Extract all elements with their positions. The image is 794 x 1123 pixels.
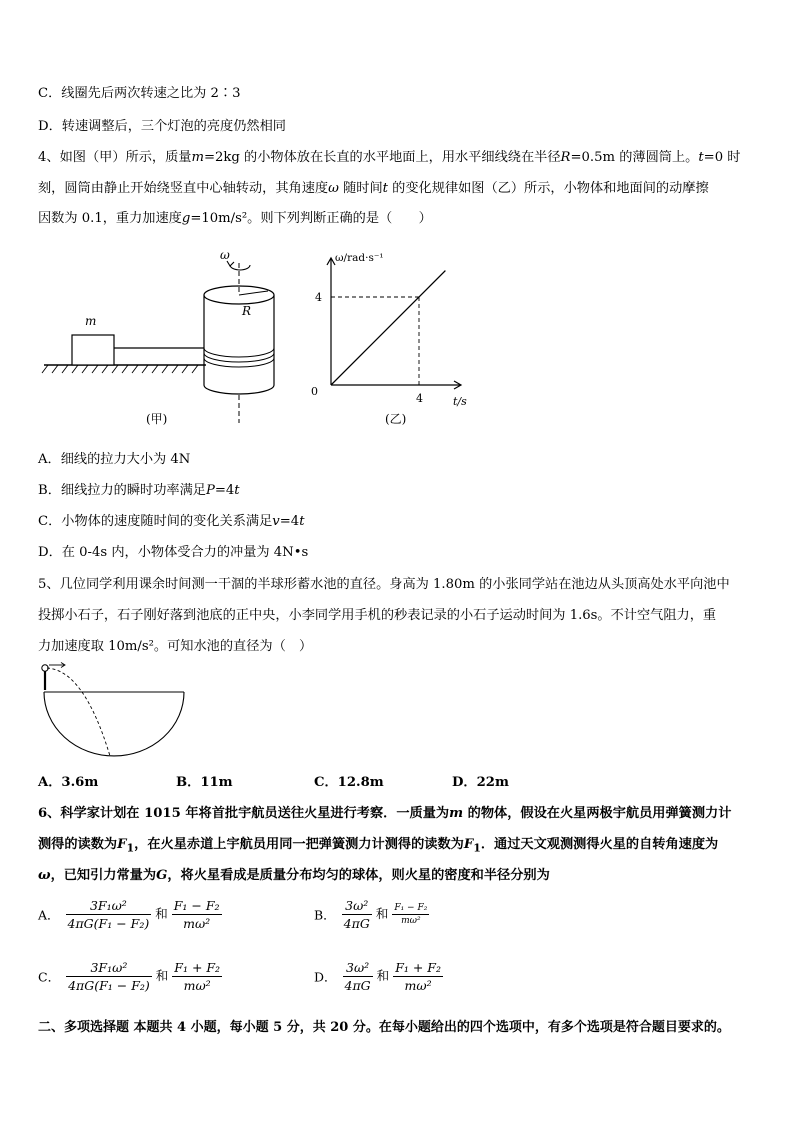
q5-option-c: C．12.8m: [314, 775, 384, 790]
mass-label: m: [85, 314, 97, 328]
q4-stem-line1: 4、如图（甲）所示，质量m=2kg 的小物体放在长直的水平地面上，用水平细线绕在半径R=0.5m 的薄圆筒上。t=0 时: [38, 150, 741, 165]
q4-option-d: D．在 0-4s 内，小物体受合力的冲量为 4N•s: [38, 545, 309, 560]
q4-stem-line2: 刻，圆筒由静止开始绕竖直中心轴转动，其角速度ω 随时间t 的变化规律如图（乙）所示，小物体和地面间的动摩擦: [38, 181, 709, 196]
q5-option-d: D．22m: [452, 775, 509, 790]
q6-stem-line2: 测得的读数为$F_1$，在火星赤道上宇航员用同一把弹簧测力计测得的读数为$F_1$．通过天文观测测得火星的自转角速度为: [38, 837, 719, 855]
rotation-arrow-icon: [230, 265, 250, 270]
radius-label: R: [242, 304, 252, 318]
q6-option-c: C． $\frac{\text{3F₁ω²}}{\text{4πG(F₁ − F₂)}}$ 和 $\frac{\text{F₁ + F₂}}{\text{mω²}}$: [38, 960, 221, 993]
omega-series-line: [331, 271, 445, 385]
q3-option-d: D．转速调整后，三个灯泡的亮度仍然相同: [38, 119, 286, 134]
figure-jia-caption: (甲): [146, 412, 168, 426]
q4-figure-yi: [305, 245, 475, 435]
block-m: [72, 335, 114, 365]
q6-stem-line3: ω，已知引力常量为G，将火星看成是质量分布均匀的球体，则火星的密度和半径分别为: [38, 868, 550, 883]
x-tick-label: 4: [416, 392, 423, 405]
origin-label: 0: [311, 385, 318, 398]
y-axis-label: ω/rad·s⁻¹: [335, 252, 384, 264]
q4-stem-line3: 因数为 0.1，重力加速度g=10m/s²。则下列判断正确的是（ ）: [38, 211, 432, 226]
q5-stem-line2: 投掷小石子，石子刚好落到池底的正中央，小李同学用手机的秒表记录的小石子运动时间为 1.6s。不计空气阻力，重: [38, 608, 717, 623]
q5-option-b: B．11m: [176, 775, 233, 790]
q6-option-d: D． $\frac{\text{3ω²}}{4\pi G}$ 和 $\frac{\text{F₁ + F₂}}{\text{mω²}}$: [314, 960, 441, 993]
cylinder: [204, 263, 274, 423]
q5-option-a: A．3.6m: [38, 775, 99, 790]
q5-stem-line3: 力加速度取 10m/s²。可知水池的直径为（ ）: [38, 639, 313, 654]
section-2-heading: 二、多项选择题 本题共 4 小题，每小题 5 分，共 20 分。在每小题给出的四个选项中，有多个选项是符合题目要求的。: [38, 1020, 730, 1035]
q5-hemisphere-figure: [34, 660, 194, 760]
q4-figure-jia: [38, 245, 308, 435]
figure-yi-caption: (乙): [385, 412, 407, 426]
q6-stem-line1: 6、科学家计划在 1015 年将首批宇航员送往火星进行考察．一质量为m 的物体，假设在火星两极宇航员用弹簧测力计: [38, 806, 732, 821]
q6-option-b: B． $\frac{\text{3ω²}}{4\pi G}$ 和 $\frac{\text{F₁ − F₂}}{\text{mω²}}$: [314, 898, 428, 931]
q4-option-c: C．小物体的速度随时间的变化关系满足v=4t: [38, 514, 305, 529]
trajectory-curve: [47, 668, 110, 756]
q5-stem-line1: 5、几位同学利用课余时间测一干涸的半球形蓄水池的直径。身高为 1.80m 的小张同学站在池边从头顶高处水平向池中: [38, 577, 730, 592]
q4-option-b: B．细线拉力的瞬时功率满足P=4t: [38, 483, 240, 498]
q6-option-a: A． $\frac{\text{3F₁ω²}}{\text{4πG(F₁ − F₂)}}$ 和 $\frac{\text{F₁ − F₂}}{\text{mω²}}$: [38, 898, 220, 931]
q3-option-c: C．线圈先后两次转速之比为 2∶3: [38, 86, 241, 101]
x-axis-label: t/s: [453, 395, 467, 408]
y-tick-label: 4: [315, 291, 322, 304]
q4-option-a: A．细线的拉力大小为 4N: [38, 452, 191, 467]
omega-label: ω: [220, 248, 230, 262]
